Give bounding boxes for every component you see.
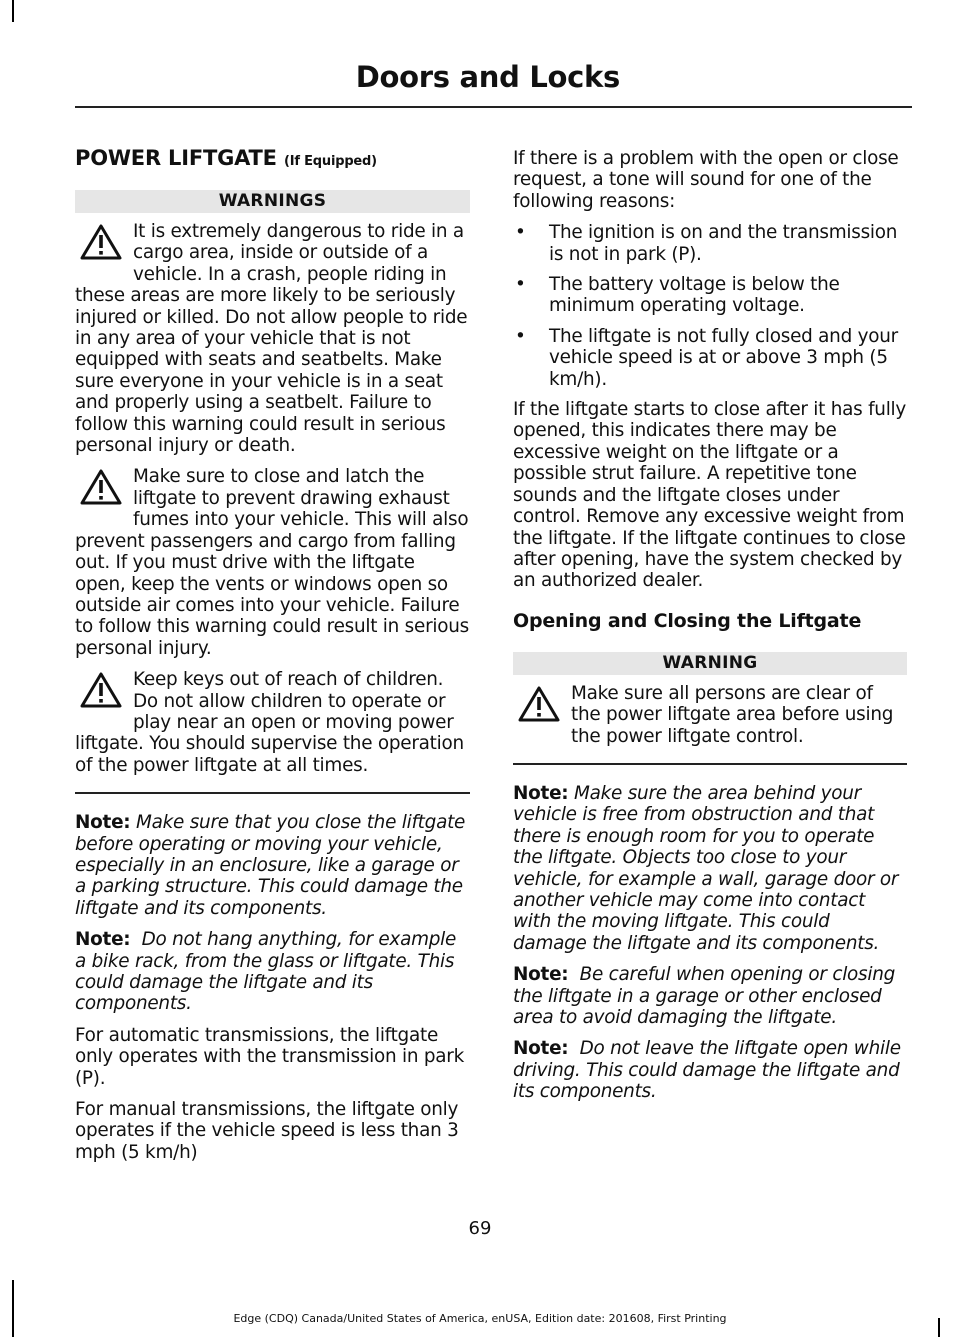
warning-heading: WARNING xyxy=(513,652,907,675)
note xyxy=(513,783,907,954)
page-header-title: Doors and Locks xyxy=(355,60,620,94)
reason-list xyxy=(513,222,907,390)
warning-text: Make sure all persons are clear of the power liftgate area before using the power liftgate control. xyxy=(571,682,894,747)
paragraph: For automatic transmissions, the liftgate only operates with the transmission in park (P). xyxy=(75,1024,465,1089)
header-rule xyxy=(75,106,912,108)
warning-text: It is extremely dangerous to ride in a cargo area, inside or outside of a vehicle. In a crash, people riding in these areas are more likely to be seriously injured or killed. Do not allow people to ride in any area of your vehicle that is not equipped with seats and seatbelts. Make sure everyone in your vehicle is in a seat and properly using a seatbelt. Failure to follow this warning could result in serious personal injury or death. xyxy=(75,221,468,457)
paragraph: If the liftgate starts to close after it has fully opened, this indicates there may be excessive weight on the liftgate or a possible strut failure. A repetitive tone sounds and the liftgate closes under control. Remove any excessive weight from the liftgate. If the liftgate continues to close after opening, have the system checked by an authorized dealer. xyxy=(513,399,907,592)
warnings-heading: WARNINGS xyxy=(75,190,470,213)
right-column xyxy=(513,148,907,1113)
note-text: Make sure the area behind your vehicle is free from obstruction and that there is enough room for you to operate the liftgate. Objects too close to your vehicle, for example a wall, garage door or another vehicle may come into contact with the moving liftgate. This could damage the liftgate and its components. xyxy=(513,782,899,954)
note-text: Make sure that you close the liftgate before operating or moving your vehicle, especially in an enclosure, like a garage or a parking structure. This could damage the liftgate and its components. xyxy=(75,812,466,919)
note-label: Note: xyxy=(513,782,569,804)
warning-triangle-icon xyxy=(75,468,127,510)
warnings-end-rule xyxy=(75,792,470,794)
paragraph: If there is a problem with the open or close request, a tone will sound for one of the following reasons: xyxy=(513,148,899,212)
warning-item xyxy=(75,221,470,456)
warning-text: Keep keys out of reach of children. Do not allow children to operate or play near an open or moving power liftgate. You should supervise the operation of the power liftgate at all times. xyxy=(75,669,464,776)
section-title xyxy=(75,146,470,170)
warning-item xyxy=(513,683,907,747)
warning-text: Make sure to close and latch the liftgate to prevent drawing exhaust fumes into your vehicle. This will also prevent passengers and cargo from falling out. If you must drive with the liftgate open, keep the vents or windows open so outside air comes into your vehicle. Failure to follow this warning could result in serious personal injury. xyxy=(75,466,469,659)
note xyxy=(513,1038,907,1102)
note-label: Note: xyxy=(513,1038,569,1060)
note xyxy=(75,929,470,1015)
warning-triangle-icon xyxy=(75,671,127,713)
crop-mark-top-left xyxy=(12,0,14,22)
note-text: Be careful when opening or closing the liftgate in a garage or other enclosed area to avoid damaging the liftgate. xyxy=(513,964,896,1028)
list-item: • The liftgate is not fully closed and your vehicle speed is at or above 3 mph (5 km/h). xyxy=(513,326,907,390)
paragraph: For manual transmissions, the liftgate only operates if the vehicle speed is less than 3 mph (5 km/h) xyxy=(75,1099,459,1163)
section-title-text: POWER LIFTGATE xyxy=(75,146,277,170)
warning-end-rule xyxy=(513,763,907,765)
crop-mark-bottom-left xyxy=(12,1280,14,1337)
note xyxy=(75,812,470,919)
warning-triangle-icon xyxy=(75,223,127,265)
left-column xyxy=(75,140,470,1173)
note-label: Note: xyxy=(513,964,569,986)
list-item: • The ignition is on and the transmission is not in park (P). xyxy=(513,222,907,265)
note-text: Do not leave the liftgate open while driving. This could damage the liftgate and its components. xyxy=(513,1038,901,1103)
page-number: 69 xyxy=(468,1218,492,1239)
list-item: • The battery voltage is below the minimum operating voltage. xyxy=(513,274,907,317)
subsection-title: Opening and Closing the Liftgate xyxy=(513,609,862,632)
section-title-qualifier: (If Equipped) xyxy=(283,154,377,169)
warning-triangle-icon xyxy=(513,685,565,727)
note-text: Do not hang anything, for example a bike rack, from the glass or liftgate. This could damage the liftgate and its components. xyxy=(75,929,457,1015)
note-label: Note: xyxy=(75,812,131,834)
note xyxy=(513,964,907,1028)
warning-item xyxy=(75,466,470,659)
note-label: Note: xyxy=(75,929,131,951)
footer-text: Edge (CDQ) Canada/United States of America, enUSA, Edition date: 201608, First Printing xyxy=(233,1312,727,1325)
warning-item xyxy=(75,669,470,776)
